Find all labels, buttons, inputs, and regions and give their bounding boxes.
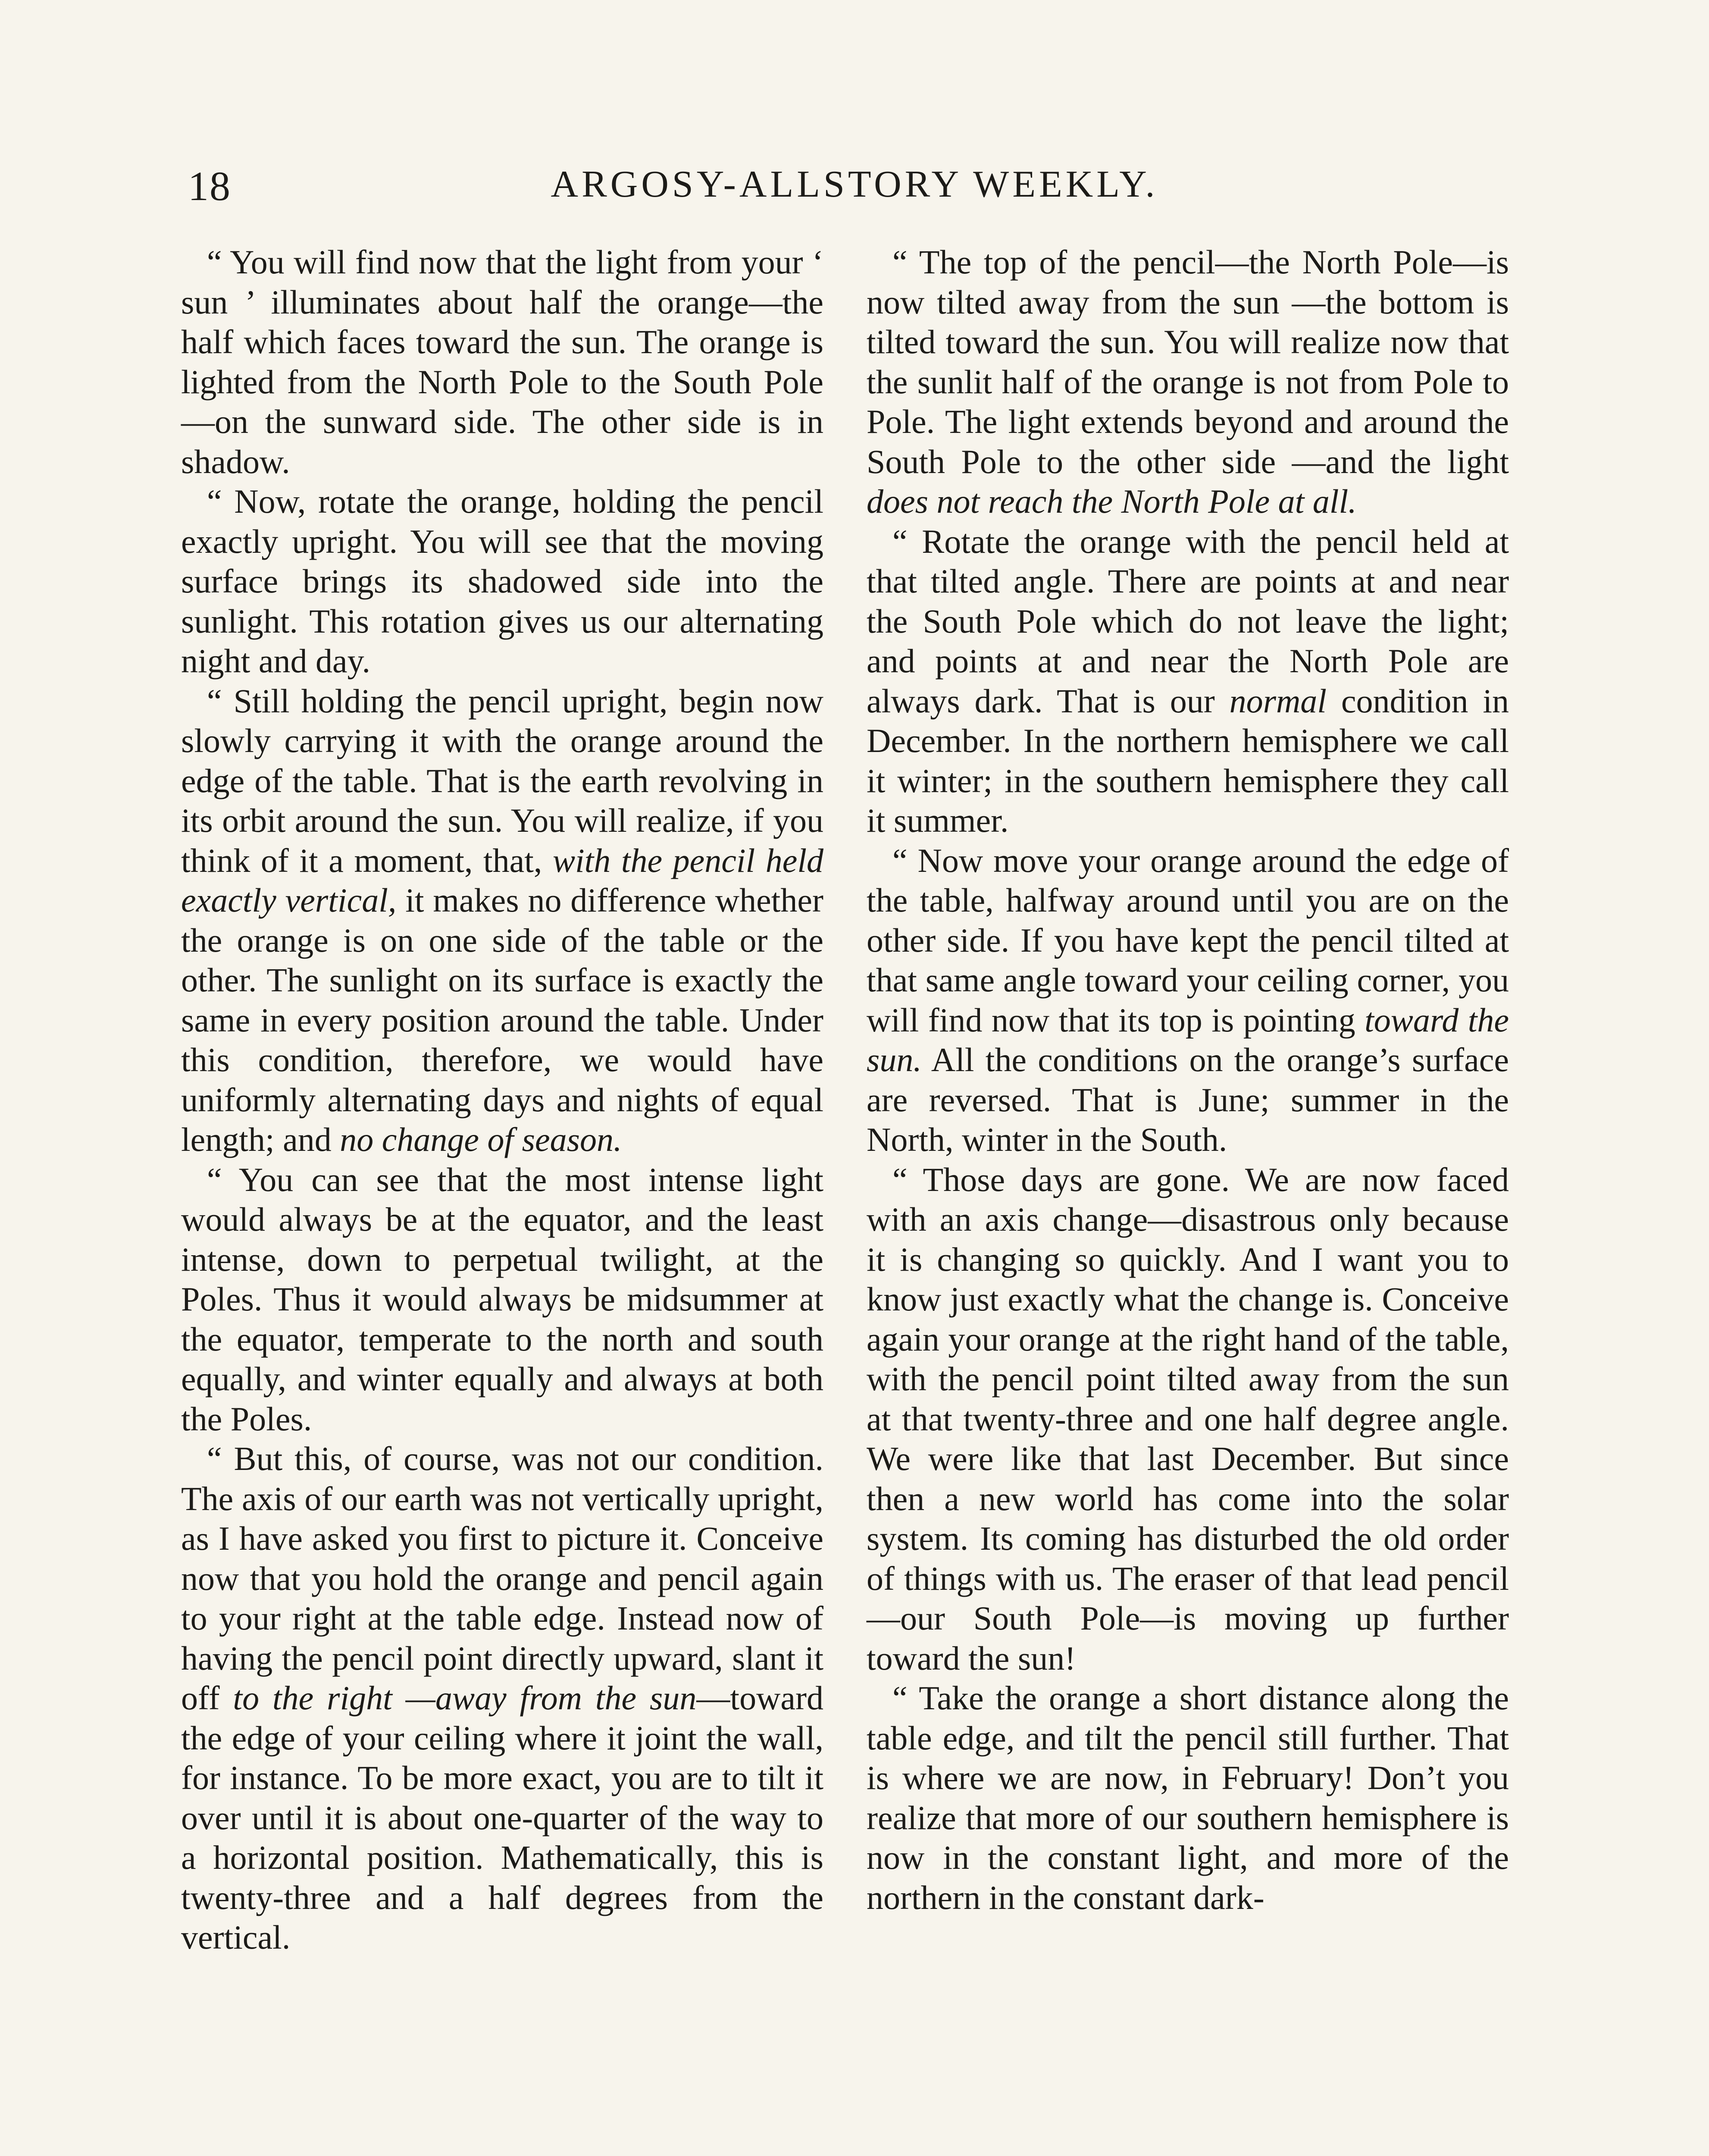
text-run: “ Now move your orange around the edge of the table, halfway around until you are on the other side. If you have kept the pencil tilted at that same angle toward your ceiling corner, you will find now that its top is pointing xyxy=(867,841,1509,1039)
running-title: ARGOSY-ALLSTORY WEEKLY. xyxy=(551,163,1158,205)
paragraph: “ You will find now that the light from your ‘ sun ’ illuminates about half the orange—the half which faces toward the sun. The orange is lighted from the North Pole to the South Pole —on the sunward side. The other side is in shadow. xyxy=(181,243,823,480)
text-run: “ The top of the pencil—the North Pole—is now tilted away from the sun —the bottom is tilted toward the sun. You will realize now that the sunlit half of the orange is not from Pole to Pole. The light extends beyond and around the South Pole to the other side —and the light xyxy=(867,243,1509,480)
paragraph xyxy=(867,522,1509,841)
italic-phrase: no change of season. xyxy=(340,1121,622,1158)
italic-phrase: normal xyxy=(1229,682,1327,720)
page-number: 18 xyxy=(188,163,231,209)
text-run: it makes no difference whether the orange is on one side of the table or the other. The sunlight on its surface is exactly the same in every position around the table. Under this condition, therefore, we would have uniformly alternating days and nights of equal length; and xyxy=(181,881,823,1158)
paragraph xyxy=(181,1439,823,1958)
text-run: condition in December. In the northern hemisphere we call it winter; in the southern hemisphere they call it summer. xyxy=(867,682,1509,839)
paragraph xyxy=(867,841,1509,1160)
text-run: All the conditions on the orange’s surface are reversed. That is June; summer in the North, winter in the South. xyxy=(867,1041,1509,1158)
text-run: “ Still holding the pencil upright, begin now slowly carrying it with the orange around the edge of the table. That is the earth revolving in its orbit around the sun. You will realize, if you think of it a moment, that, xyxy=(181,682,823,879)
paragraph: “ You can see that the most intense light would always be at the equator, and the least intense, down to perpetual twilight, at the Poles. Thus it would always be midsummer at the equator, temperate to the north and south equally, and winter equally and always at both the Poles. xyxy=(181,1160,823,1438)
italic-phrase: does not reach the North Pole at all. xyxy=(867,483,1357,520)
paragraph xyxy=(867,242,1509,522)
italic-phrase: to the right —away from the sun xyxy=(233,1679,697,1717)
text-run: “ Rotate the orange with the pencil held at that tilted angle. There are points at and near the South Pole which do not leave the light; and points at and near the North Pole are always dark. That is our xyxy=(867,522,1509,720)
paragraph: “ Those days are gone. We are now faced with an axis change—disastrous only because it is changing so quickly. And I want you to know just exactly what the change is. Conceive again your orange at the right hand of the table, with the pencil point tilted away from the sun at that twenty-three and one half degree angle. We were like that last December. But since then a new world has come into the solar system. Its coming has disturbed the old order of things with us. The eraser of that lead pencil—our South Pole—is moving up further toward the sun! xyxy=(867,1160,1509,1677)
paragraph: “ Take the orange a short distance along the table edge, and tilt the pencil still further. That is where we are now, in February! Don’t you realize that more of our southern hemisphere is now in the constant light, and more of the northern in the constant dark- xyxy=(867,1679,1509,1916)
text-run: —toward the edge of your ceiling where it joint the wall, for instance. To be more exact, you are to tilt it over until it is about one-quarter of the way to a horizontal position. Mathematically, this is twenty-three and a half degrees from the vertical. xyxy=(181,1679,824,1956)
italic-phrase: toward the sun. xyxy=(867,1001,1509,1078)
right-column xyxy=(867,242,1509,1918)
italic-phrase: with the pencil held exactly vertical, xyxy=(181,841,824,919)
paragraph: “ Now, rotate the orange, holding the pencil exactly upright. You will see that the moving surface brings its shadowed side into the sunlight. This rotation gives us our alternating night and day. xyxy=(181,483,823,680)
paragraph xyxy=(181,681,823,1160)
text-run: “ But this, of course, was not our condition. The axis of our earth was not vertically upright, as I have asked you first to picture it. Conceive now that you hold the orange and pencil again to your right at the table edge. Instead now of having the pencil point directly upward, slant it off xyxy=(181,1440,823,1717)
left-column xyxy=(181,242,823,1958)
